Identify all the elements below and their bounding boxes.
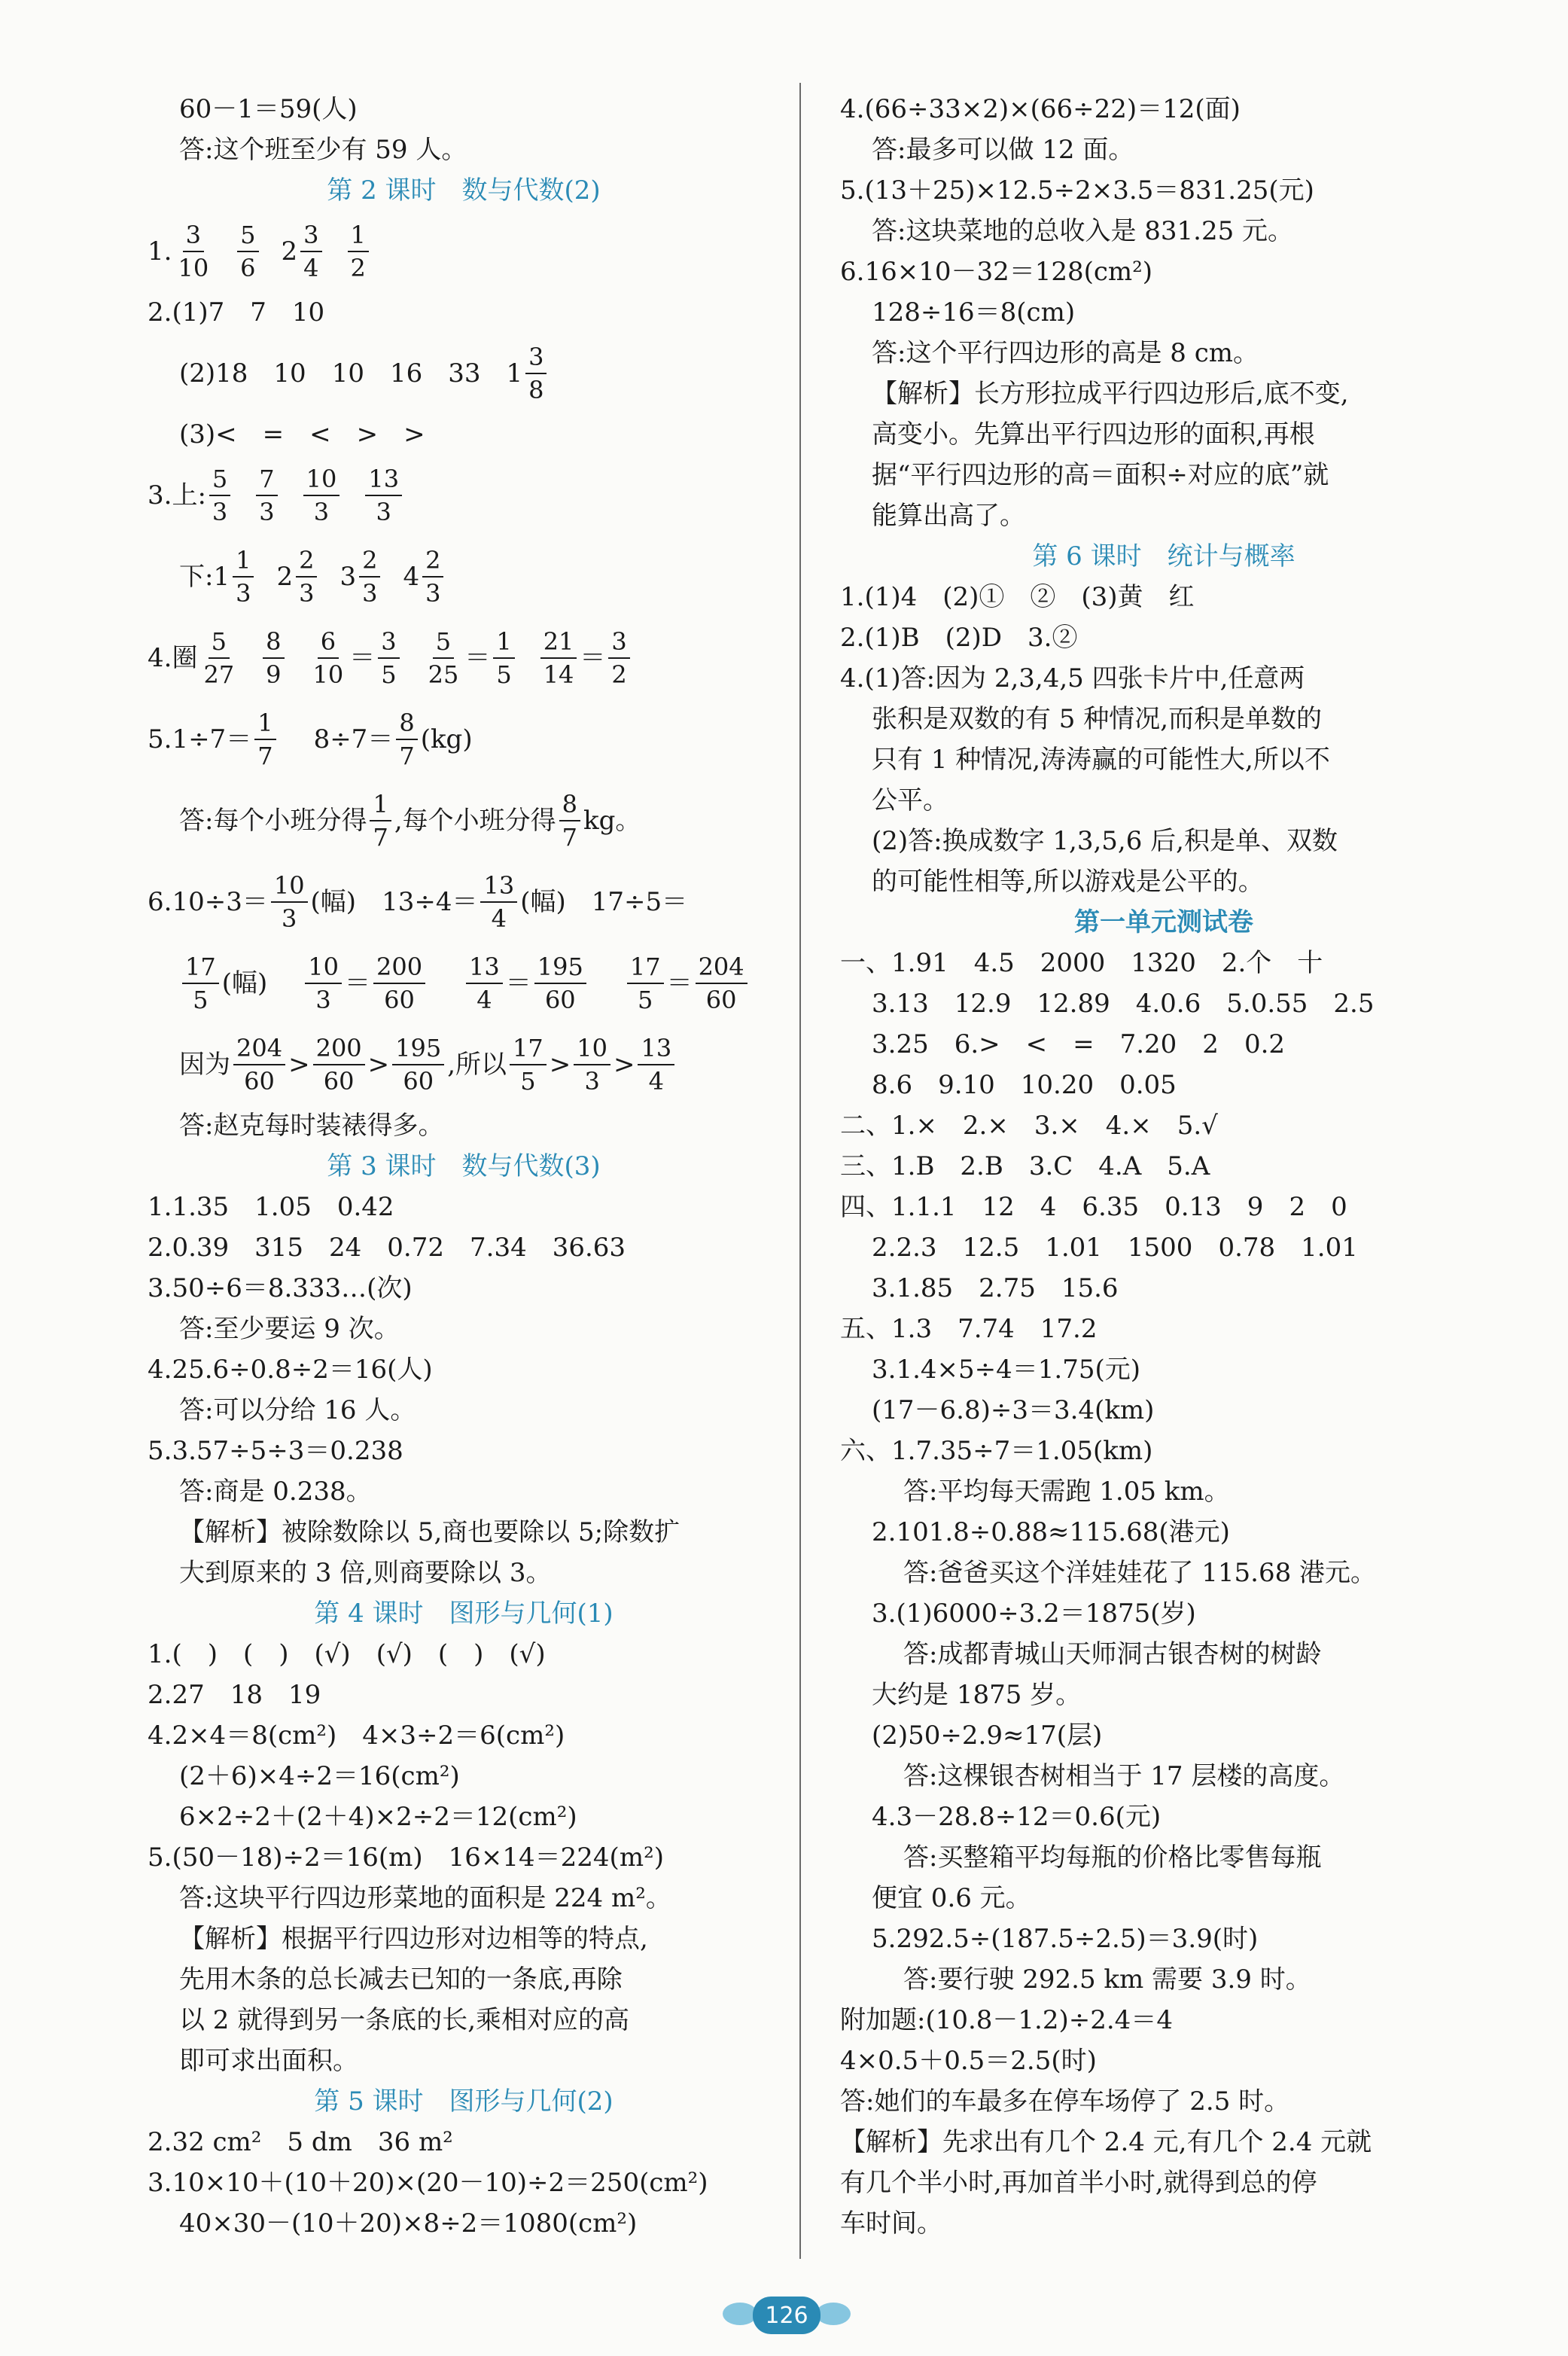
fraction: $\frac{200}{60}$ <box>373 951 425 1016</box>
fraction: $\frac{204}{60}$ <box>696 951 747 1016</box>
analysis-line: 即可求出面积。 <box>179 2046 358 2076</box>
section-heading: 第 4 课时 图形与几何(1) <box>314 1599 613 1629</box>
answer-line: 三、1.B 2.B 3.C 4.A 5.A <box>840 1151 1210 1181</box>
fraction: $\frac{10}{3}$ <box>303 463 340 528</box>
fraction: $\frac{2}{3}$ <box>422 544 443 609</box>
answer-line: 答:这棵银杏树相当于 17 层楼的高度。 <box>903 1761 1345 1791</box>
page-ornament-right <box>816 2303 851 2325</box>
answer-line: 答:这块平行四边形菜地的面积是 224 m²。 <box>179 1883 671 1913</box>
fraction: $\frac{17}{5}$ <box>510 1032 547 1097</box>
answer-line: 2.2.3 12.5 1.01 1500 0.78 1.01 <box>872 1233 1358 1263</box>
right-column <box>840 89 1487 2244</box>
answer-line: 公平。 <box>872 785 948 815</box>
answer-line: 答:商是 0.238。 <box>179 1477 372 1507</box>
q5-answer: 答:每个小班分得 $\frac{1}{7}$ ,每个小班分得 $\frac{8}{7}$ kg。 <box>179 790 641 852</box>
analysis-line: 【解析】先求出有几个 2.4 元,有几个 2.4 元就 <box>840 2127 1372 2157</box>
answer-line: 2.101.8÷0.88≈115.68(港元) <box>872 1517 1230 1547</box>
answer-line: 1.1.35 1.05 0.42 <box>148 1192 394 1222</box>
fraction: $\frac{200}{60}$ <box>313 1032 365 1097</box>
answer-line: 3.25 6.> < = 7.20 2 0.2 <box>872 1029 1286 1059</box>
q1-fractions <box>148 211 780 292</box>
section-heading: 第 5 课时 图形与几何(2) <box>314 2086 613 2117</box>
fraction: $\frac{3}{8}$ <box>525 341 547 406</box>
fraction: $\frac{1}{7}$ <box>370 788 391 853</box>
bonus-line: 附加题:(10.8－1.2)÷2.4＝4 <box>840 2005 1173 2035</box>
answer-line: 4.2×4＝8(cm²) 4×3÷2＝6(cm²) <box>148 1721 565 1751</box>
bonus-line: 4×0.5＋0.5＝2.5(时) <box>840 2046 1097 2076</box>
answer-line: 便宜 0.6 元。 <box>872 1883 1031 1913</box>
q4-circle: 4.圈 $\frac{5}{27}$ $\frac{8}{9}$ $\frac{6}{10}$ ＝ $\frac{3}{5}$ $\frac{5}{25}$ ＝ $\frac{1}{5}$ $\frac{21}{14}$ ＝ $\frac{3}{2}$ <box>148 617 780 699</box>
fraction: $\frac{13}{4}$ <box>480 870 517 934</box>
answer-line: 5.(13＋25)×12.5÷2×3.5＝831.25(元) <box>840 175 1314 206</box>
fraction: $\frac{3}{5}$ <box>378 626 399 690</box>
answer-line: (2)50÷2.9≈17(层) <box>872 1721 1103 1751</box>
answer-line: 2.0.39 315 24 0.72 7.34 36.63 <box>148 1233 626 1263</box>
q5-division: 5.1÷7＝ $\frac{1}{7}$ 8÷7＝ $\frac{8}{7}$ (kg) <box>148 709 473 770</box>
answer-line: 3.(1)6000÷3.2＝1875(岁) <box>872 1599 1196 1629</box>
answer-line: 答:可以分给 16 人。 <box>179 1395 416 1425</box>
fraction: $\frac{1}{2}$ <box>348 219 369 284</box>
test-paper-heading: 第一单元测试卷 <box>1074 907 1253 937</box>
q2-part2: (2)18 10 10 16 33 1 $\frac{3}{8}$ <box>148 333 780 414</box>
fraction: $\frac{5}{3}$ <box>209 463 230 528</box>
answer-line: 大约是 1875 岁。 <box>872 1680 1082 1710</box>
fraction: $\frac{195}{60}$ <box>534 951 586 1016</box>
fraction: $\frac{13}{4}$ <box>466 951 503 1016</box>
answer-line: 3.13 12.9 12.89 4.0.6 5.0.55 2.5 <box>872 989 1375 1019</box>
fraction: $\frac{10}{3}$ <box>305 951 342 1016</box>
answer-line: 只有 1 种情况,涛涛赢的可能性大,所以不 <box>872 745 1330 775</box>
answer-line: 六、1.7.35÷7＝1.05(km) <box>840 1436 1153 1466</box>
q6-line1: 6.10÷3＝ $\frac{10}{3}$ (幅) 13÷4＝ $\frac{13}{4}$ (幅) 17÷5＝ <box>148 871 688 933</box>
answer-line: (3)< = < > > <box>179 419 425 450</box>
answer-line: 128÷16＝8(cm) <box>872 297 1076 328</box>
analysis-line: 有几个半小时,再加首半小时,就得到总的停 <box>840 2168 1317 2198</box>
analysis-line: 先用木条的总长减去已知的一条底,再除 <box>179 1964 623 1995</box>
answer-line: 答:买整箱平均每瓶的价格比零售每瓶 <box>903 1842 1322 1873</box>
q3-up: 3.上: $\frac{5}{3}$ $\frac{7}{3}$ $\frac{10}{3}$ $\frac{13}{3}$ <box>148 455 780 536</box>
fraction: $\frac{13}{4}$ <box>638 1032 674 1097</box>
answer-line: 1.( ) ( ) (√) (√) ( ) (√) <box>148 1639 546 1669</box>
answer-line: 3.1.85 2.75 15.6 <box>872 1273 1119 1303</box>
answer-line: 4.3－28.8÷12＝0.6(元) <box>872 1802 1162 1832</box>
answer-line: 的可能性相等,所以游戏是公平的。 <box>872 867 1264 897</box>
mixed-whole: 2 <box>281 236 298 267</box>
fraction: $\frac{5}{25}$ <box>428 627 459 689</box>
fraction: $\frac{8}{7}$ <box>559 788 580 853</box>
answer-line: 张积是双数的有 5 种情况,而积是单数的 <box>872 704 1323 734</box>
fraction: $\frac{10}{3}$ <box>271 870 308 934</box>
answer-line: (2)答:换成数字 1,3,5,6 后,积是单、双数 <box>872 826 1338 856</box>
fraction: $\frac{21}{14}$ <box>540 626 577 690</box>
analysis-line: 大到原来的 3 倍,则商要除以 3。 <box>179 1558 552 1588</box>
analysis-line: 【解析】根据平行四边形对边相等的特点, <box>179 1924 648 1954</box>
answer-line: (17－6.8)÷3＝3.4(km) <box>872 1395 1155 1425</box>
fraction: $\frac{8}{9}$ <box>263 626 284 690</box>
fraction: $\frac{7}{3}$ <box>256 463 277 528</box>
answer-line: 一、1.91 4.5 2000 1320 2.个 十 <box>840 948 1323 978</box>
fraction: $\frac{195}{60}$ <box>392 1032 444 1097</box>
bonus-line: 答:她们的车最多在停车场停了 2.5 时。 <box>840 2086 1290 2117</box>
answer-line: 答:平均每天需跑 1.05 km。 <box>903 1477 1230 1507</box>
answer-line: 1.(1)4 (2)① ② (3)黄 红 <box>840 582 1195 612</box>
answer-line: 6×2÷2＋(2＋4)×2÷2＝12(cm²) <box>179 1802 577 1832</box>
fraction: $\frac{10}{3}$ <box>574 1032 610 1097</box>
fraction: $\frac{5}{27}$ <box>203 627 235 689</box>
answer-line: 答:这个班至少有 59 人。 <box>179 135 467 165</box>
answer-line: 4.25.6÷0.8÷2＝16(人) <box>148 1355 433 1385</box>
section-heading: 第 2 课时 数与代数(2) <box>327 175 601 206</box>
answer-line: 3.50÷6＝8.333…(次) <box>148 1273 413 1303</box>
answer-line: (2＋6)×4÷2＝16(cm²) <box>179 1761 460 1791</box>
answer-line: 2.(1)7 7 10 <box>148 297 325 328</box>
answer-line: 答:要行驶 292.5 km 需要 3.9 时。 <box>903 1964 1311 1995</box>
fraction: $\frac{204}{60}$ <box>233 1032 285 1097</box>
answer-line: 答:成都青城山天师洞古银杏树的树龄 <box>903 1639 1322 1669</box>
answer-line: 答:至少要运 9 次。 <box>179 1314 400 1344</box>
fraction: $\frac{1}{7}$ <box>254 707 276 772</box>
section-heading: 第 6 课时 统计与概率 <box>1032 541 1296 571</box>
q6-line2: $\frac{17}{5}$ (幅) $\frac{10}{3}$ ＝ $\frac{200}{60}$ $\frac{13}{4}$ ＝ $\frac{195}{60}$ $\frac{17}{5}$ ＝ $\frac{204}{60}$ <box>148 943 780 1024</box>
answer-line: 5.292.5÷(187.5÷2.5)＝3.9(时) <box>872 1924 1259 1954</box>
answer-line: 答:最多可以做 12 面。 <box>872 135 1134 165</box>
fraction: $\frac{13}{3}$ <box>365 463 402 528</box>
question-number: 1. <box>148 236 172 267</box>
answer-line: 3.10×10＋(10＋20)×(20－10)÷2＝250(cm²) <box>148 2168 708 2198</box>
analysis-line: 【解析】被除数除以 5,商也要除以 5;除数扩 <box>179 1517 680 1547</box>
analysis-line: 车时间。 <box>840 2208 942 2239</box>
answer-line: 40×30－(10＋20)×8÷2＝1080(cm²) <box>179 2208 638 2239</box>
fraction: $\frac{8}{7}$ <box>396 707 417 772</box>
fraction: $\frac{1}{3}$ <box>233 544 254 609</box>
analysis-line: 能算出高了。 <box>872 501 1025 531</box>
answer-line: 四、1.1.1 12 4 6.35 0.13 9 2 0 <box>840 1192 1347 1222</box>
left-column <box>148 89 780 2244</box>
q3-down: 下: 1 $\frac{1}{3}$ 2 $\frac{2}{3}$ 3 $\frac{2}{3}$ 4 $\frac{2}{3}$ <box>148 536 780 617</box>
fraction: $\frac{3}{4}$ <box>300 219 321 284</box>
answer-line: 五、1.3 7.74 17.2 <box>840 1314 1098 1344</box>
fraction: $\frac{17}{5}$ <box>627 951 664 1016</box>
column-divider <box>799 83 801 2259</box>
answer-line: 60－1＝59(人) <box>179 94 358 124</box>
answer-line: 5.(50－18)÷2＝16(m) 16×14＝224(m²) <box>148 1842 664 1873</box>
answer-line: 2.(1)B (2)D 3.② <box>840 623 1078 653</box>
answer-line: 答:赵克每时装裱得多。 <box>179 1111 444 1141</box>
fraction: $\frac{5}{6}$ <box>237 219 258 284</box>
fraction: $\frac{6}{10}$ <box>312 627 344 689</box>
fraction: $\frac{2}{3}$ <box>359 544 380 609</box>
analysis-line: 【解析】长方形拉成平行四边形后,底不变, <box>872 379 1349 409</box>
answer-line: 答:这块菜地的总收入是 831.25 元。 <box>872 216 1294 246</box>
answer-line: 5.3.57÷5÷3＝0.238 <box>148 1436 403 1466</box>
q6-line3: 因为 $\frac{204}{60}$ > $\frac{200}{60}$ > $\frac{195}{60}$ ,所以 $\frac{17}{5}$ > $\frac{10}{3}$ > $\frac{13}{4}$ <box>148 1024 780 1105</box>
section-heading: 第 3 课时 数与代数(3) <box>327 1151 601 1181</box>
analysis-line: 高变小。先算出平行四边形的面积,再根 <box>872 419 1315 450</box>
analysis-line: 据“平行四边形的高＝面积÷对应的底”就 <box>872 460 1329 490</box>
answer-line: 6.16×10－32＝128(cm²) <box>840 257 1153 287</box>
answer-line: 二、1.× 2.× 3.× 4.× 5.√ <box>840 1111 1218 1141</box>
answer-line: 答:爸爸买这个洋娃娃花了 115.68 港元。 <box>903 1558 1377 1588</box>
fraction: $\frac{1}{5}$ <box>493 626 514 690</box>
answer-line: 3.1.4×5÷4＝1.75(元) <box>872 1355 1140 1385</box>
answer-line: 4.(1)答:因为 2,3,4,5 四张卡片中,任意两 <box>840 663 1305 693</box>
answer-line: 答:这个平行四边形的高是 8 cm。 <box>872 338 1259 368</box>
answer-line: 2.27 18 19 <box>148 1680 321 1710</box>
answer-line: 2.32 cm² 5 dm 36 m² <box>148 2127 453 2157</box>
fraction: $\frac{3}{10}$ <box>178 221 209 282</box>
answer-line: 4.(66÷33×2)×(66÷22)＝12(面) <box>840 94 1241 124</box>
fraction: $\frac{3}{2}$ <box>608 626 629 690</box>
answer-line: 8.6 9.10 10.20 0.05 <box>872 1070 1177 1100</box>
page-number: 126 <box>753 2297 821 2334</box>
analysis-line: 以 2 就得到另一条底的长,乘相对应的高 <box>179 2005 630 2035</box>
fraction: $\frac{17}{5}$ <box>182 951 219 1016</box>
fraction: $\frac{2}{3}$ <box>296 544 317 609</box>
